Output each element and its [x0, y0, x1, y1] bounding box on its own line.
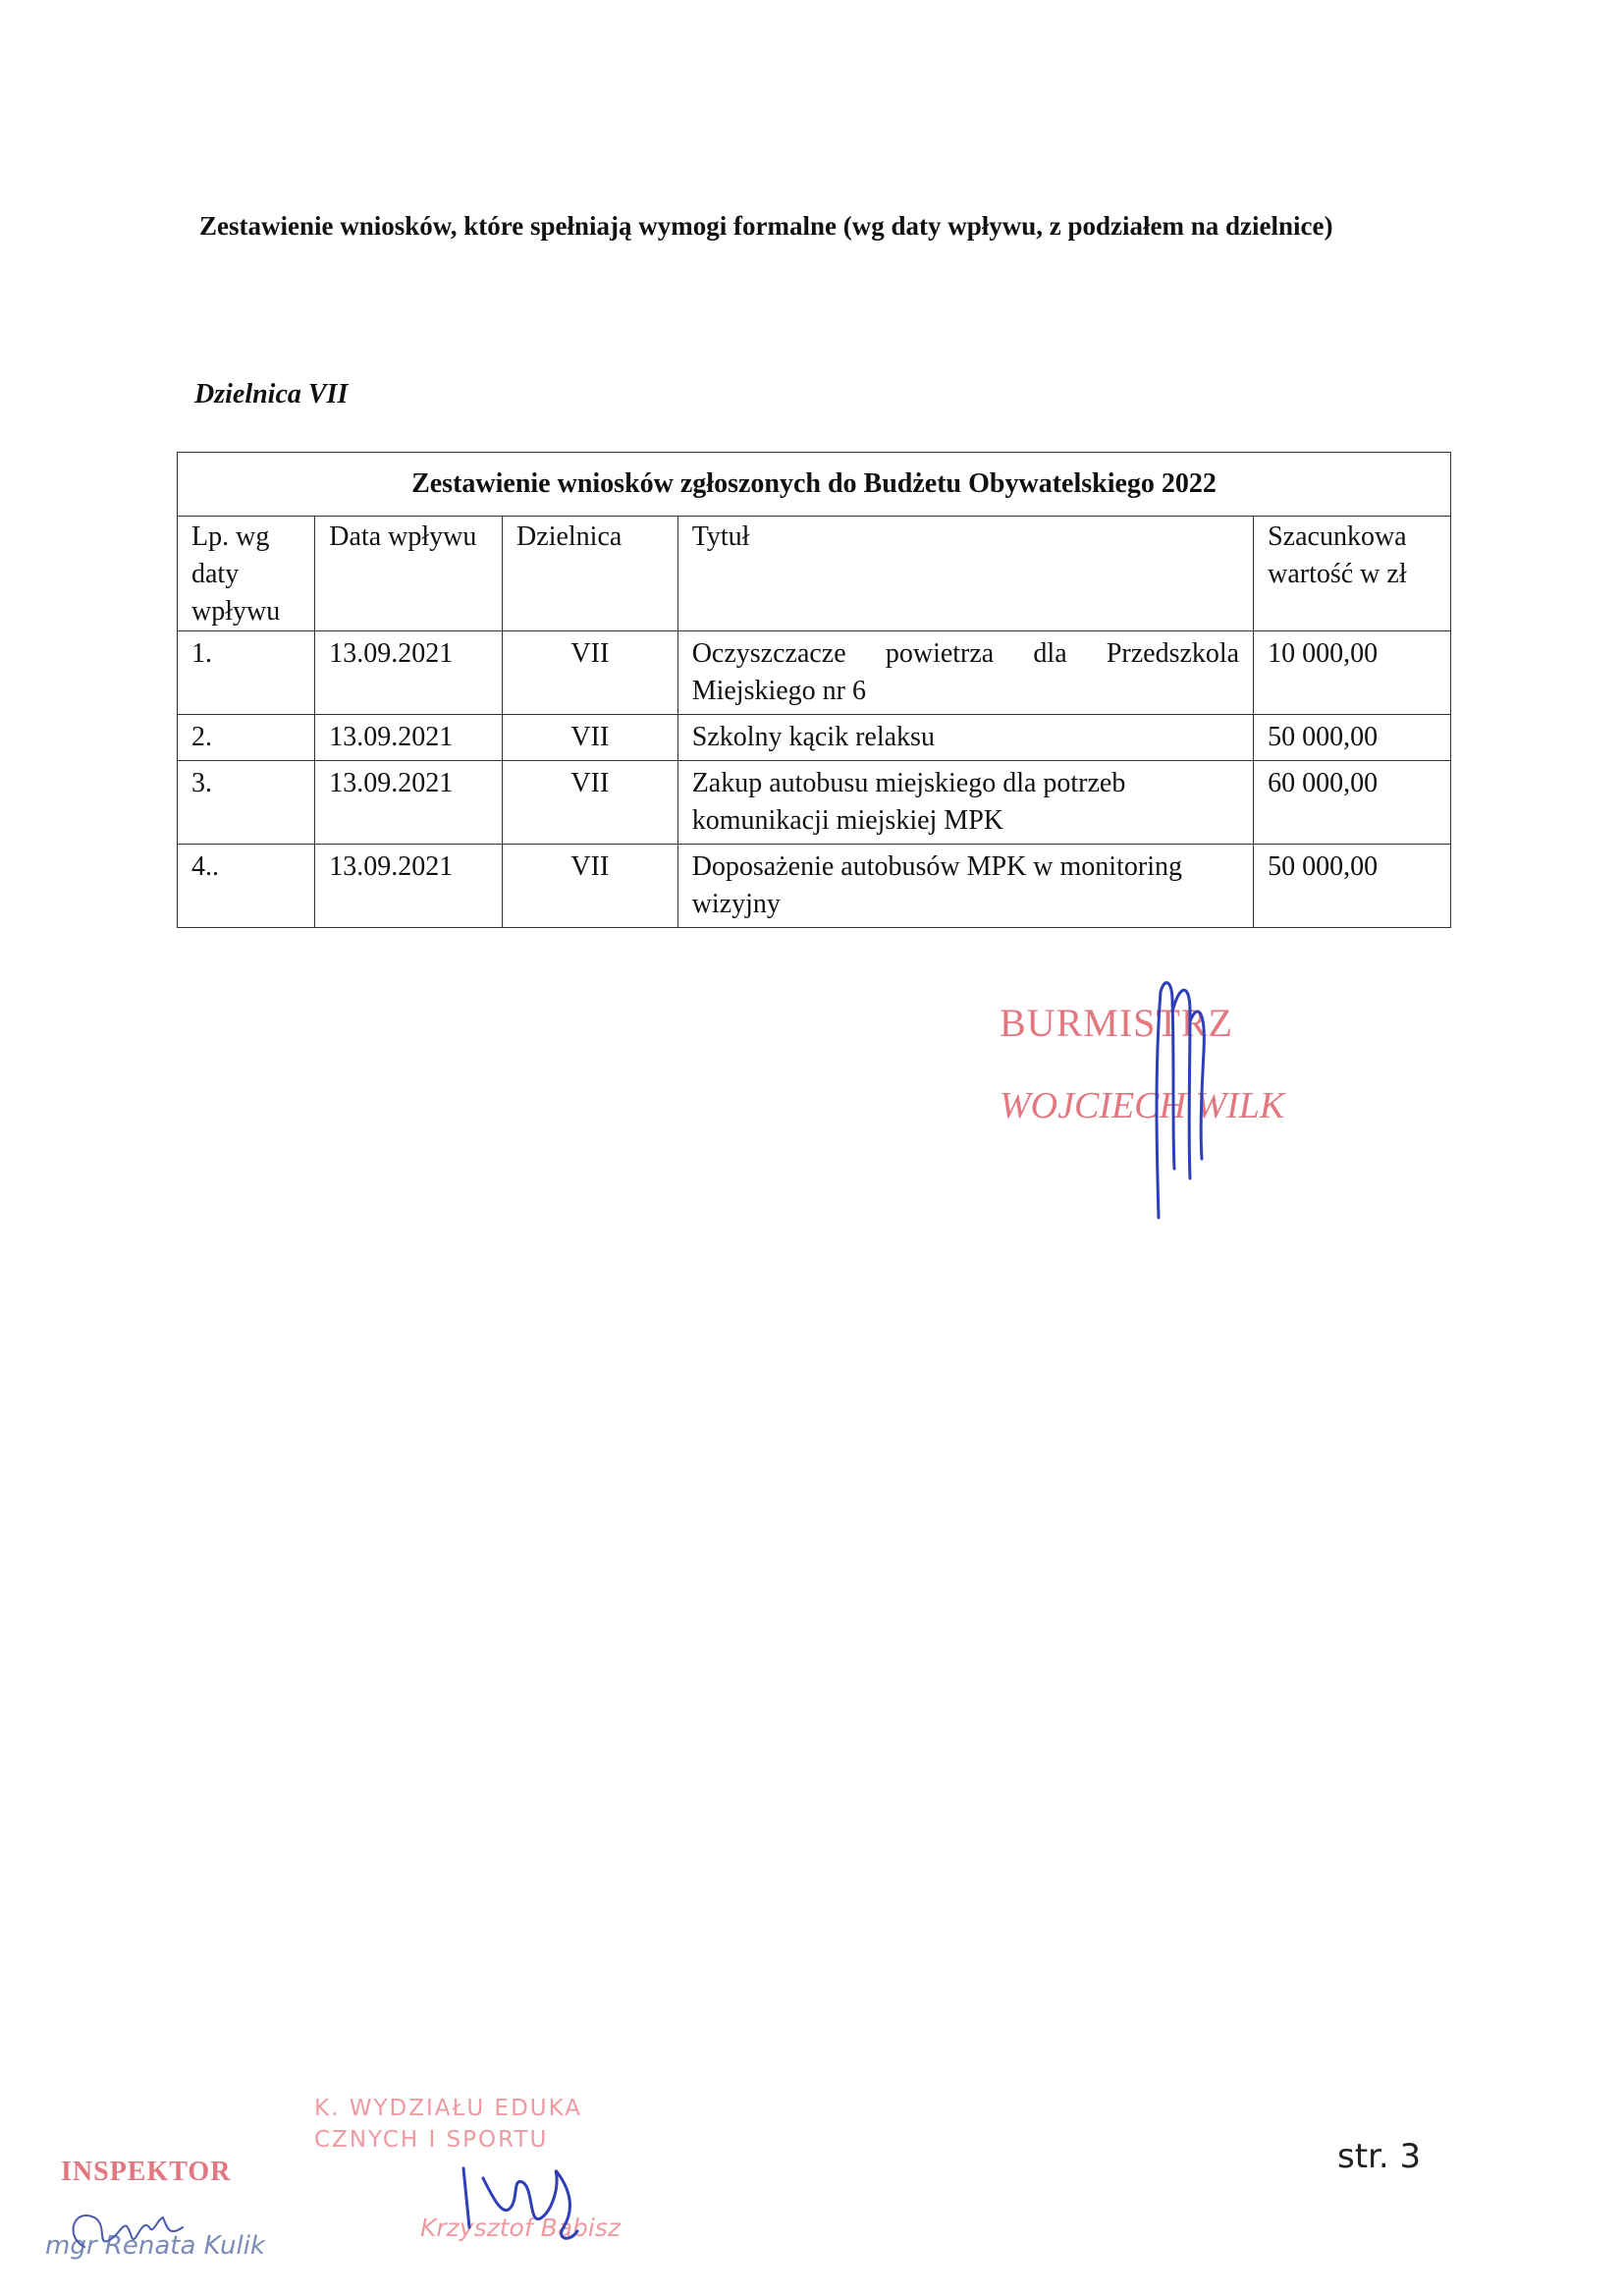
table-caption-row [178, 453, 1451, 517]
table-row [178, 631, 1451, 715]
cell-lp: 4.. [178, 845, 315, 928]
table-row [178, 715, 1451, 761]
page-number: str. 3 [1337, 2137, 1422, 2176]
cell-title: Szkolny kącik relaksu [677, 715, 1253, 761]
cell-value: 60 000,00 [1254, 761, 1451, 845]
department-head-signature-icon [454, 2149, 601, 2257]
cell-date: 13.09.2021 [315, 631, 503, 715]
cell-title: Zakup autobusu miejskiego dla potrzeb komunikacji miejskiej MPK [677, 761, 1253, 845]
cell-date: 13.09.2021 [315, 715, 503, 761]
cell-value: 50 000,00 [1254, 715, 1451, 761]
column-header-value: Szacunkowa wartość w zł [1254, 517, 1451, 631]
cell-district: VII [503, 715, 678, 761]
cell-title: Doposażenie autobusów MPK w monitoring wizyjny [677, 845, 1253, 928]
department-stamp-line2: CZNYCH I SPORTU [314, 2127, 549, 2153]
cell-date: 13.09.2021 [315, 845, 503, 928]
proposals-table [177, 452, 1451, 928]
cell-district: VII [503, 845, 678, 928]
cell-lp: 1. [178, 631, 315, 715]
inspector-signature-icon [55, 2198, 202, 2267]
mayor-stamp-name: WOJCIECH WILK [1000, 1085, 1285, 1126]
column-header-date: Data wpływu [315, 517, 503, 631]
column-header-title: Tytuł [677, 517, 1253, 631]
cell-date: 13.09.2021 [315, 761, 503, 845]
cell-title: Oczyszczacze powietrza dla Przedszkola Miejskiego nr 6 [677, 631, 1253, 715]
document-heading: Zestawienie wniosków, które spełniają wymogi formalne (wg daty wpływu, z podziałem na dzielnice) [199, 211, 1333, 241]
table-row [178, 761, 1451, 845]
column-header-district: Dzielnica [503, 517, 678, 631]
cell-lp: 3. [178, 761, 315, 845]
district-label: Dzielnica VII [194, 379, 349, 410]
mayor-signature-icon [1129, 972, 1218, 1228]
table-row [178, 845, 1451, 928]
inspector-stamp-title: INSPEKTOR [61, 2157, 232, 2187]
cell-lp: 2. [178, 715, 315, 761]
cell-value: 50 000,00 [1254, 845, 1451, 928]
mayor-stamp-title: BURMISTRZ [1000, 1001, 1233, 1045]
table-caption: Zestawienie wniosków zgłoszonych do Budżetu Obywatelskiego 2022 [178, 453, 1451, 517]
column-header-lp: Lp. wg daty wpływu [178, 517, 315, 631]
department-head-name: Krzysztof Babisz [420, 2214, 622, 2242]
cell-district: VII [503, 631, 678, 715]
department-stamp-line1: K. WYDZIAŁU EDUKA [314, 2096, 583, 2121]
cell-district: VII [503, 761, 678, 845]
table-header-row [178, 517, 1451, 631]
inspector-stamp-name: mgr Renata Kulik [45, 2231, 265, 2261]
cell-value: 10 000,00 [1254, 631, 1451, 715]
